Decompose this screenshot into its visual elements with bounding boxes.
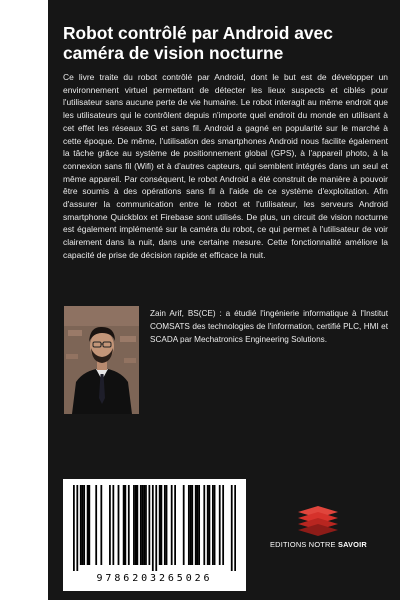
barcode-bar: [190, 485, 192, 565]
barcode-bar: [155, 485, 157, 571]
barcode-bar: [73, 485, 75, 571]
barcode-bar: [142, 485, 144, 565]
barcode-bar: [135, 485, 137, 565]
barcode-bar: [82, 485, 84, 565]
barcode-bar: [118, 485, 120, 565]
barcode-bar: [198, 485, 200, 565]
barcode-bar: [231, 485, 233, 571]
barcode-bar: [100, 485, 102, 565]
barcode-bar: [88, 485, 90, 565]
isbn-barcode: [63, 479, 246, 591]
book-description: Ce livre traite du robot contrôlé par Android, dont le but est de développer un environnement virtuel permettant de détecter les lieux suspects et ciblés pour l'utilisateur sans aucune perte de vie humaine. Le robot interagit au même endroit que les utilisateurs qui le contrôlent depuis n'importe quel endroit du monde en utilisant à cet effet les réseaux 3G et sans fil. Android a gagné en popularité sur le marché à cette époque. De même, l'utilisation des smartphones Android nous facilite également la tâche grâce au système de positionnement global (GPS), à l'appareil photo, à la connexion sans fil (Wifi) et à d'autres capteurs, qui semblent intégrés dans un seul et même appareil. Par conséquent, le robot Android a été construit de manière à pouvoir être soumis à des opérations sans fil à l'aide de ce système d'exploitation. Afin d'assurer la communication entre le robot et l'utilisateur, les serveurs Android smartphone Quickblox et Firebase sont utilisés. De plus, un circuit de vision nocturne est également implémenté sur la caméra du robot, ce qui permet à l'utilisateur de voir clairement dans la nuit, dans une certaine mesure. Cette fonctionnalité améliore la capacité de prise de décision rapide et efficace la nuit.: [63, 72, 388, 260]
barcode-graphic: [73, 485, 236, 571]
back-cover: [48, 0, 400, 600]
barcode-bar: [214, 485, 216, 565]
barcode-bar: [87, 485, 89, 565]
barcode-bar: [128, 485, 130, 565]
isbn-number: 9786203265026: [96, 573, 213, 584]
barcode-bar: [209, 485, 211, 565]
barcode-bar: [234, 485, 236, 571]
barcode-bar: [219, 485, 221, 565]
stacked-books-logo-icon: [272, 502, 364, 542]
barcode-bar: [152, 485, 154, 571]
barcode-bar: [76, 485, 78, 571]
barcode-bar: [166, 485, 168, 565]
barcode-bar: [148, 485, 150, 565]
publisher-name: [251, 540, 386, 549]
barcode-bar: [161, 485, 163, 565]
barcode-bar: [171, 485, 173, 565]
barcode-bar: [174, 485, 176, 565]
barcode-bar: [143, 485, 145, 565]
barcode-bar: [188, 485, 190, 565]
author-bio: Zain Arif, BS(CE) : a étudié l'ingénierie informatique à l'Institut COMSATS des technologies de l'information, certifié PLC, HMI et SCADA par Mechatronics Engineering Solutions.: [150, 309, 388, 344]
publisher-logo: [272, 502, 364, 542]
barcode-bar: [140, 485, 142, 565]
barcode-bar: [222, 485, 224, 565]
barcode-bar: [136, 485, 138, 565]
barcode-bar: [124, 485, 126, 565]
barcode-bar: [133, 485, 135, 565]
barcode-bar: [197, 485, 199, 565]
barcode-bar: [159, 485, 161, 565]
author-photo: [64, 306, 139, 414]
publisher-suffix: SAVOIR: [337, 540, 367, 549]
barcode-bar: [83, 485, 85, 565]
barcode-bar: [195, 485, 197, 565]
barcode-bar: [207, 485, 209, 565]
barcode-bar: [164, 485, 166, 565]
barcode-bar: [183, 485, 185, 565]
barcode-bar: [123, 485, 125, 565]
barcode-bar: [145, 485, 147, 565]
barcode-bar: [112, 485, 114, 565]
barcode-bar: [95, 485, 97, 565]
book-title: Robot contrôlé par Android avec caméra de vision nocturne: [63, 23, 333, 63]
barcode-bar: [80, 485, 82, 565]
publisher-prefix: EDITIONS NOTRE: [270, 540, 338, 549]
author-portrait: [64, 306, 139, 414]
barcode-bar: [203, 485, 205, 565]
barcode-bar: [212, 485, 214, 565]
barcode-bar: [191, 485, 193, 565]
barcode-bar: [109, 485, 111, 565]
